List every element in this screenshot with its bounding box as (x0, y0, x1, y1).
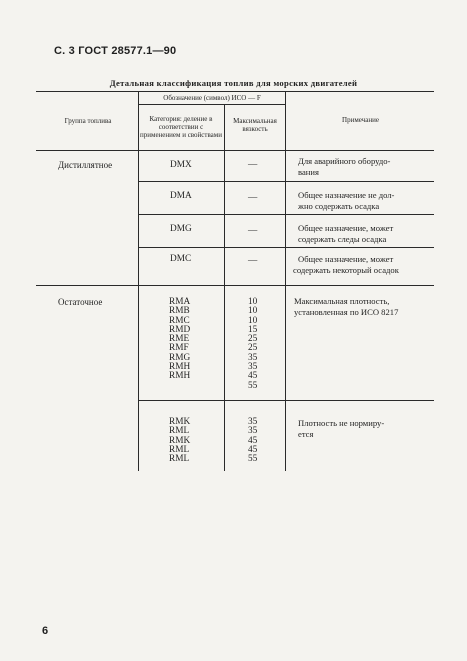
note-line: ется (298, 429, 314, 439)
viscosity-dmg: — (248, 226, 258, 236)
residual-code: RML (169, 426, 190, 437)
note-line: Плотность не нормиру- (298, 418, 385, 428)
residual-code: RMK (169, 435, 191, 446)
header-note: Примечание (342, 116, 379, 124)
column-rule (285, 91, 286, 471)
row-divider (138, 247, 434, 248)
residual-code: RMF (169, 343, 189, 354)
residual-code: RML (169, 454, 190, 465)
residual-viscosity: 45 (248, 435, 258, 446)
code-dma: DMA (170, 191, 192, 201)
header-designation: Обозначение (символ) ИСО — F (163, 93, 261, 102)
row-divider (138, 214, 434, 215)
row-divider (138, 181, 434, 182)
residual-viscosity: 45 (248, 371, 258, 382)
note-line: Общее назначение не дол- (298, 190, 395, 200)
column-rule (138, 91, 139, 471)
residual-code: RMD (169, 324, 191, 335)
note-residual-1 (294, 296, 398, 318)
note-line: Общее назначение, может (298, 254, 394, 264)
residual-viscosity: 35 (248, 352, 258, 363)
residual-viscosity: 25 (248, 343, 258, 354)
residual-code: RMB (169, 306, 190, 317)
note-dmg (298, 223, 393, 245)
row-divider (138, 400, 434, 401)
code-dmx: DMX (170, 160, 192, 170)
residual-viscosity: 55 (248, 454, 258, 465)
note-residual-2 (298, 418, 384, 440)
code-list-residual-2 (169, 418, 190, 464)
viscosity-dma: — (248, 193, 258, 203)
residual-code: RMA (169, 297, 191, 307)
code-dmc: DMC (170, 254, 192, 264)
designation-underline (138, 104, 285, 105)
group-divider (36, 285, 434, 286)
residual-code: RMK (169, 417, 191, 427)
note-line: Максимальная плотность, (294, 296, 390, 306)
code-list-residual-1 (169, 298, 190, 382)
header-bottom-rule (36, 150, 434, 151)
residual-viscosity: 45 (248, 444, 258, 455)
note-line: содержать некоторый осадок (293, 265, 399, 275)
viscosity-dmx: — (248, 160, 258, 170)
header-group: Группа топлива (64, 117, 112, 125)
residual-code: RML (169, 444, 190, 455)
residual-code: RMG (169, 352, 191, 363)
group-distillate: Дистиллятное (58, 160, 113, 170)
note-line: жно содержать осадка (298, 201, 380, 211)
residual-code: RMH (169, 371, 191, 382)
note-line: вания (298, 167, 319, 177)
residual-code: RMH (169, 362, 191, 373)
note-line: Для аварийного оборудо- (298, 156, 391, 166)
page-header: С. 3 ГОСТ 28577.1—90 (54, 45, 177, 57)
viscosity-list-residual-2 (248, 418, 257, 464)
header-category: Категория: деление в соответствии с применением и свойствами (140, 115, 222, 139)
residual-viscosity: 15 (248, 324, 258, 335)
viscosity-dmc: — (248, 256, 258, 266)
page-number: 6 (42, 625, 49, 637)
code-dmg: DMG (170, 224, 192, 234)
note-line: содержать следы осадка (298, 234, 387, 244)
residual-viscosity: 10 (248, 315, 258, 326)
table-title: Детальная классификация топлив для морских двигателей (109, 78, 358, 88)
note-dma (298, 190, 394, 212)
group-residual: Остаточное (58, 297, 103, 307)
residual-code: RMC (169, 315, 190, 326)
residual-code: RME (169, 334, 190, 345)
note-dmx (298, 156, 390, 178)
note-line: Общее назначение, может (298, 223, 394, 233)
note-line: установленная по ИСО 8217 (294, 307, 399, 317)
header-viscosity: Максимальная вязкость (233, 117, 277, 133)
viscosity-list-residual-1 (248, 298, 257, 391)
residual-viscosity: 55 (248, 380, 258, 391)
residual-viscosity: 35 (248, 417, 258, 427)
residual-viscosity: 10 (248, 306, 258, 317)
column-rule (224, 104, 225, 471)
residual-viscosity: 35 (248, 362, 258, 373)
note-dmc (293, 254, 399, 276)
residual-viscosity: 10 (248, 297, 258, 307)
residual-viscosity: 25 (248, 334, 258, 345)
residual-viscosity: 35 (248, 426, 258, 437)
